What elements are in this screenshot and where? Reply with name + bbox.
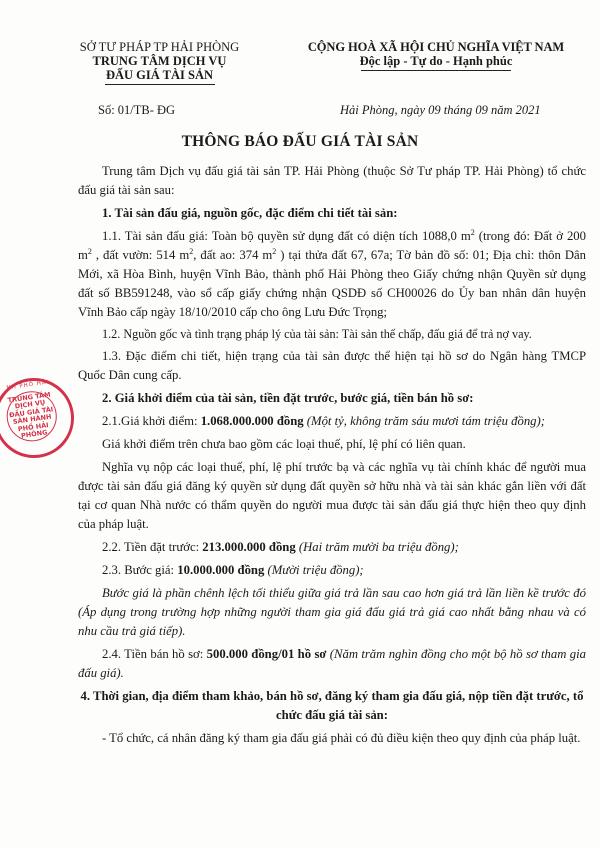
superscript: 2 bbox=[189, 246, 194, 256]
section-1-2: 1.2. Nguồn gốc và tình trạng pháp lý của tài sản: Tài sản thế chấp, đấu giá để trả nợ vay. bbox=[102, 327, 532, 341]
section-1-1 bbox=[78, 227, 586, 322]
superscript: 2 bbox=[87, 246, 92, 256]
section-2-2 bbox=[78, 538, 586, 557]
dossier-fee: 500.000 đồng/01 hồ sơ bbox=[206, 647, 327, 661]
label: 2.1.Giá khởi điểm: bbox=[102, 414, 201, 428]
text-run: , đất ao: 374 m bbox=[193, 248, 273, 262]
seal-center-text: TRUNG TÂM DỊCH VỤ ĐẤU GIÁ TÀI SẢN HÀNH PHỐ HẢI PHÒNG bbox=[4, 388, 60, 444]
national-motto: Độc lập - Tự do - Hạnh phúc bbox=[359, 54, 513, 68]
text-run: (trong đó: Đất ở 200 m bbox=[78, 229, 586, 262]
issuer-parent: SỞ TƯ PHÁP TP HẢI PHÒNG bbox=[79, 40, 240, 54]
amount-in-words: (Hai trăm mười ba triệu đồng); bbox=[295, 540, 459, 554]
section-2-1-note: Giá khởi điểm trên chưa bao gồm các loại thuế, phí, lệ phí có liên quan. bbox=[102, 437, 466, 451]
text-run: 1.1. Tài sản đấu giá: Toàn bộ quyền sử dụng đất có diện tích 1088,0 m bbox=[102, 229, 471, 243]
issuer-name-line2: ĐẤU GIÁ TÀI SẢN bbox=[105, 68, 214, 82]
amount-in-words: (Mười triệu đồng); bbox=[264, 563, 364, 577]
text-run: , đất vườn: 514 m bbox=[91, 248, 190, 262]
section-1-heading: 1. Tài sản đấu giá, nguồn gốc, đặc điểm chi tiết tài sản: bbox=[102, 206, 398, 220]
section-4-item-1: - Tổ chức, cá nhân đăng ký tham gia đấu giá phải có đủ điều kiện theo quy định của pháp luật. bbox=[102, 731, 581, 745]
amount-in-words: (Một tỷ, không trăm sáu mươi tám triệu đồng); bbox=[303, 414, 545, 428]
issuer-name-line1: TRUNG TÂM DỊCH VỤ bbox=[92, 54, 227, 68]
document-number: Số: 01/TB- ĐG bbox=[98, 103, 176, 117]
section-2-3 bbox=[78, 561, 586, 580]
document-title: THÔNG BÁO ĐẤU GIÁ TÀI SẢN bbox=[181, 133, 419, 150]
superscript: 2 bbox=[470, 227, 475, 237]
section-4-heading: 4. Thời gian, địa điểm tham khảo, bán hồ sơ, đăng ký tham gia đấu giá, nộp tiền đặt trước, tổ chức đấu giá tài sản: bbox=[80, 689, 584, 722]
label: 2.2. Tiền đặt trước: bbox=[102, 540, 203, 554]
issuer-underline bbox=[105, 84, 215, 85]
section-2-3-note: Bước giá là phần chênh lệch tối thiểu giữa giá trả lần sau cao hơn giá trả lần liền kề trước đó (Áp dụng trong trường hợp những người tham gia giá đấu giá trả giá cao nhất bằng nhau và có nhu cầu trả giá tiếp). bbox=[78, 586, 586, 638]
issuer-block bbox=[62, 40, 257, 85]
label: 2.3. Bước giá: bbox=[102, 563, 178, 577]
document-body bbox=[78, 162, 586, 752]
motto-underline bbox=[361, 70, 511, 71]
official-seal bbox=[0, 373, 79, 463]
section-2-heading: 2. Giá khởi điểm của tài sản, tiền đặt trước, bước giá, tiền bán hồ sơ: bbox=[102, 391, 474, 405]
seal-ring-text: NH PHỐ HẢI bbox=[6, 379, 50, 392]
tax-obligation-paragraph: Nghĩa vụ nộp các loại thuế, phí, lệ phí trước bạ và các nghĩa vụ tài chính khác để người mua được tài sản đấu giá đăng ký quyền sử dụng đất quyền sở hữu nhà và tài sản khác gắn liền với đất tại cơ quan Nhà nước có thẩm quyền do người mua được tài sản đấu giá thực hiện theo quy định của pháp luật. bbox=[78, 460, 586, 531]
section-2-1 bbox=[78, 412, 586, 431]
national-header bbox=[296, 40, 576, 71]
bid-step-amount: 10.000.000 đồng bbox=[177, 563, 265, 577]
intro-paragraph: Trung tâm Dịch vụ đấu giá tài sản TP. Hải Phòng (thuộc Sở Tư pháp TP. Hải Phòng) tổ chức đấu giá tài sản sau: bbox=[78, 164, 586, 197]
label: 2.4. Tiền bán hồ sơ: bbox=[102, 647, 207, 661]
text-run: ) tại thửa đất 67, 67a; Tờ bản đồ số: 01; Địa chỉ: thôn Dân Mới, xã Hòa Bình, huyện Vĩnh Bảo, thành phố Hải Phòng theo Giấy chứng nhận Quyền sử dụng đất số BB591248, vào sổ cấp giấy chứng nhận QSDĐ số CH00026 do Ủy ban nhân dân huyện Vĩnh Bảo cấp ngày 18/10/2010 cấp cho ông Lưu Đức Trọng; bbox=[78, 248, 587, 319]
section-2-4 bbox=[78, 645, 586, 683]
section-1-3: 1.3. Đặc điểm chi tiết, hiện trạng của tài sản được thể hiện tại hồ sơ do Ngân hàng TMCP Quốc Dân cung cấp. bbox=[78, 349, 586, 382]
document-date: Hải Phòng, ngày 09 tháng 09 năm 2021 bbox=[340, 103, 541, 117]
deposit-amount: 213.000.000 đồng bbox=[202, 540, 296, 554]
amount-in-words: (Năm trăm nghìn đồng cho một bộ hồ sơ tham gia đấu giá). bbox=[78, 647, 586, 680]
nation-name: CỘNG HOÀ XÃ HỘI CHỦ NGHĨA VIỆT NAM bbox=[307, 40, 565, 54]
superscript: 2 bbox=[272, 246, 277, 256]
starting-price: 1.068.000.000 đồng bbox=[200, 414, 304, 428]
